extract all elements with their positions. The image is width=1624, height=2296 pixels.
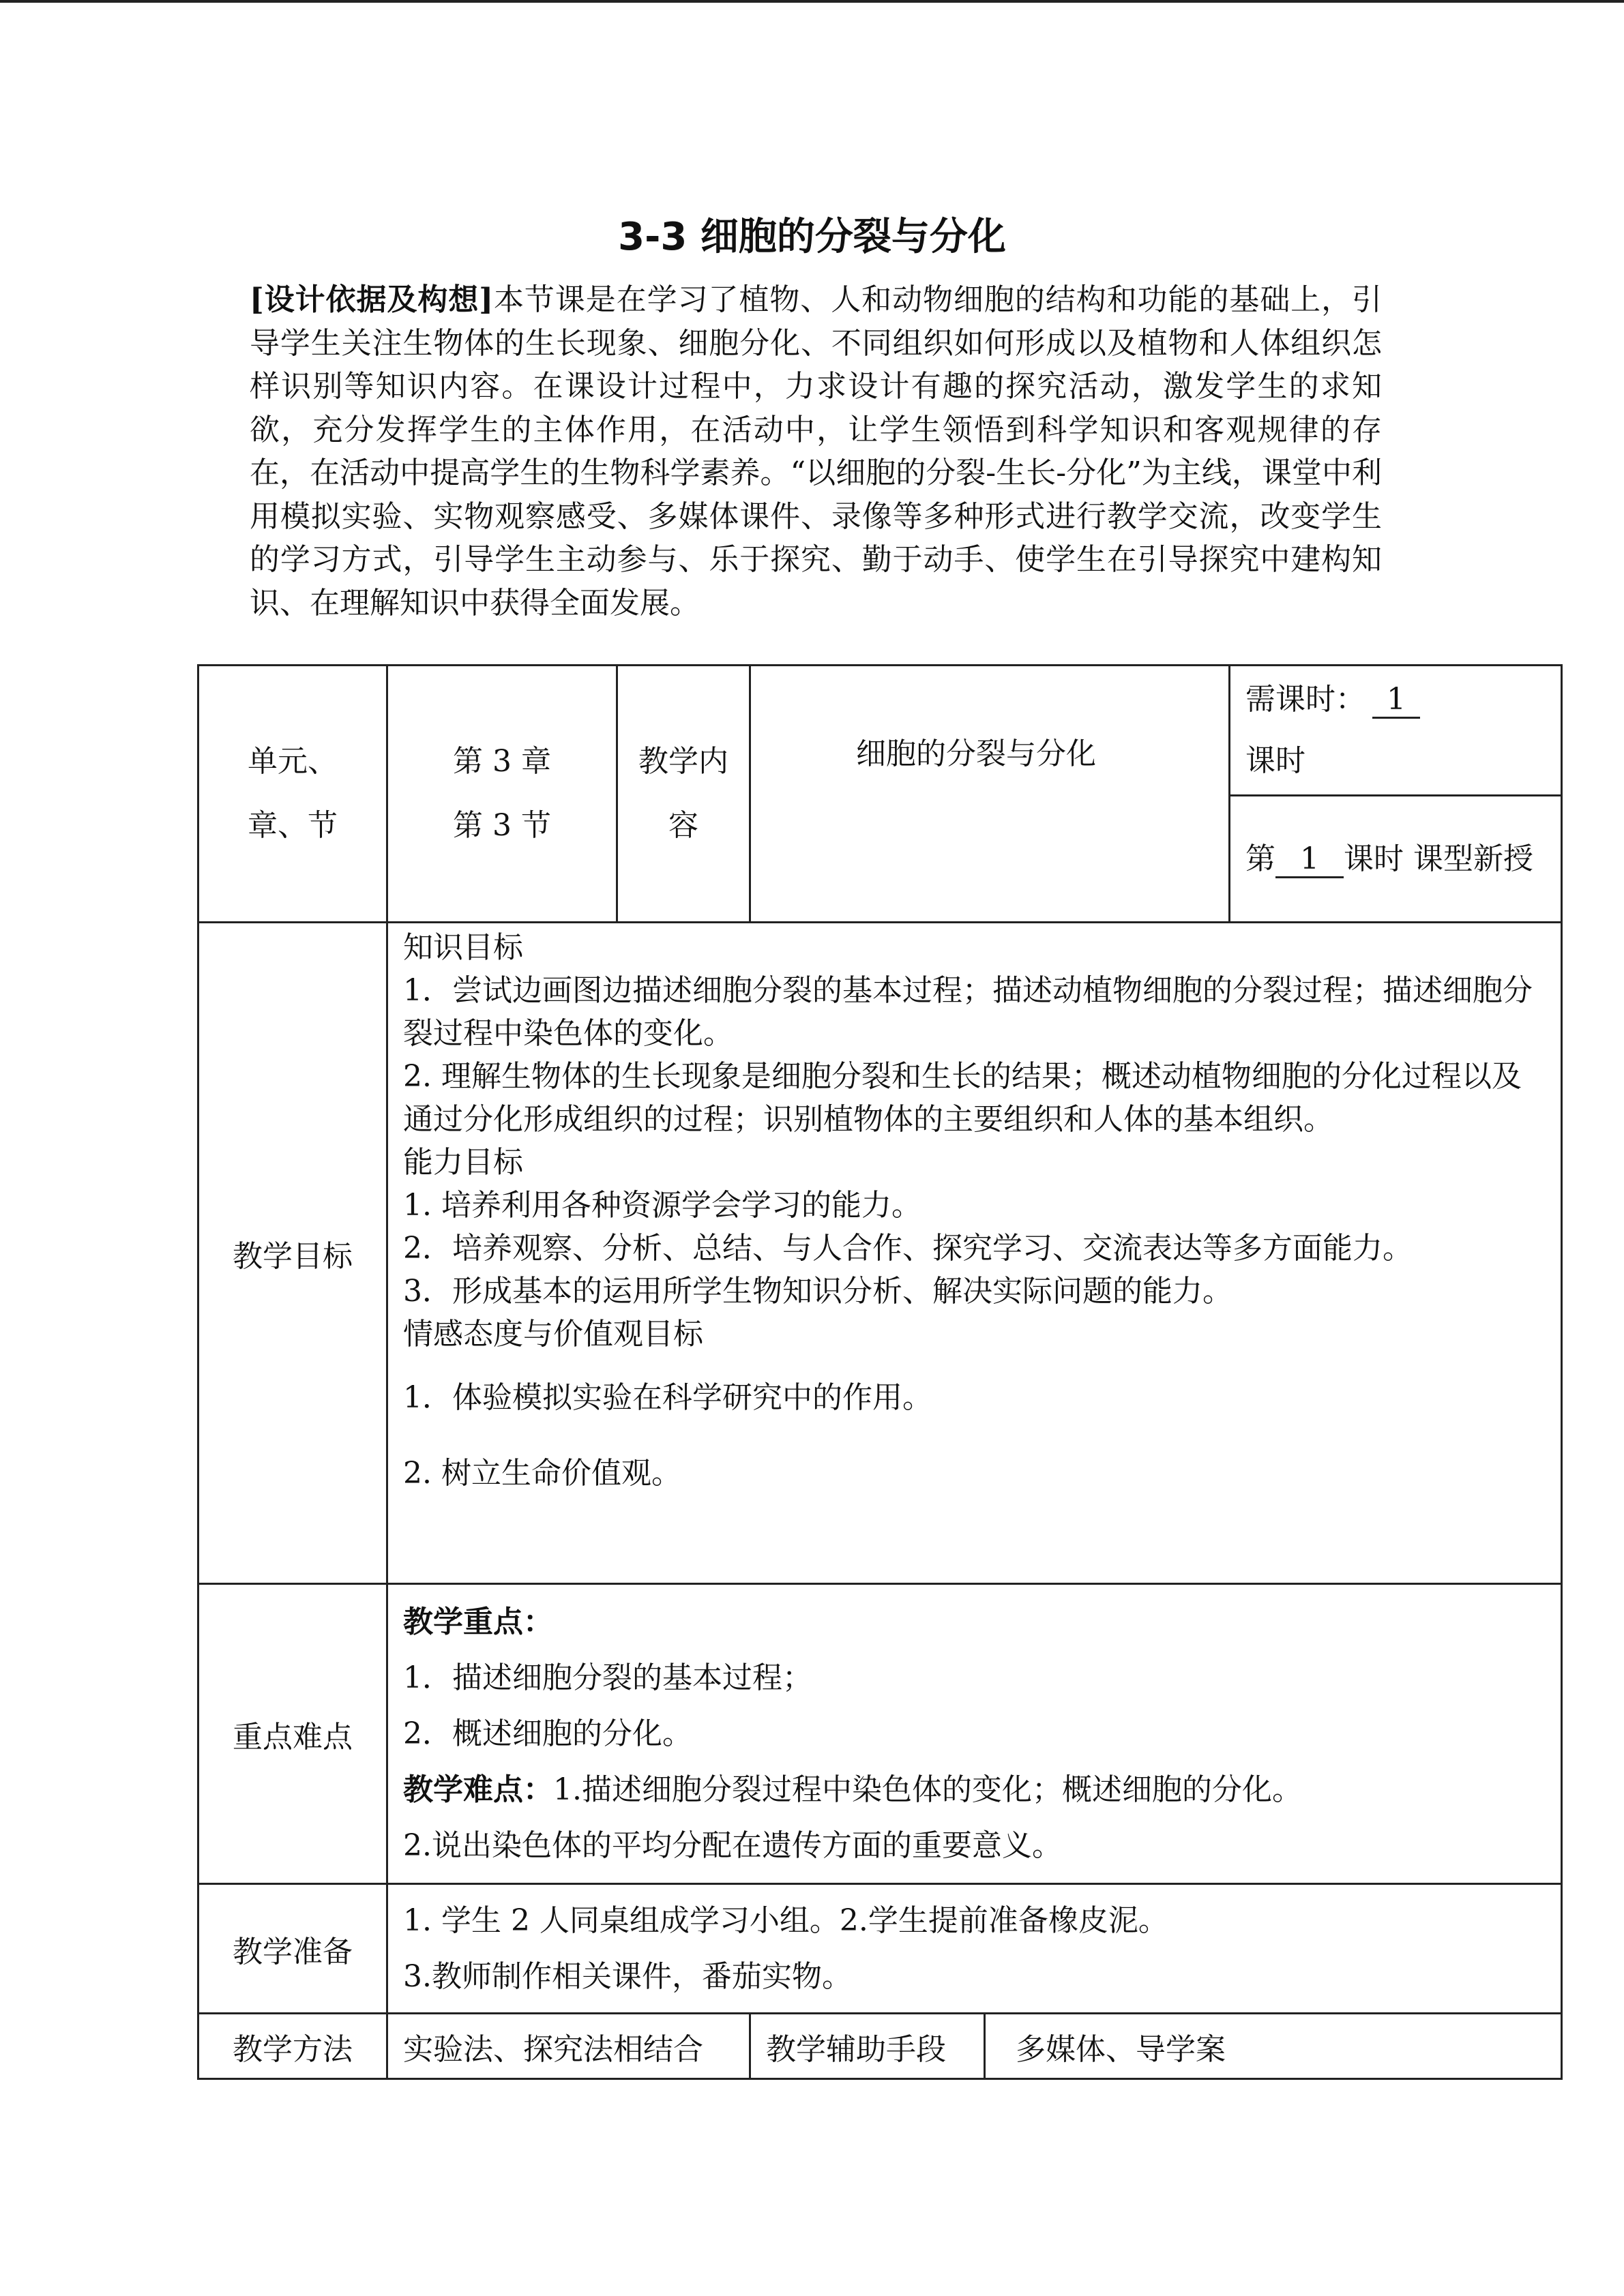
objectives-content bbox=[387, 923, 1562, 1584]
table-row bbox=[198, 666, 1562, 796]
key-points-label: 重点难点 bbox=[198, 1584, 387, 1884]
content-value-cell bbox=[750, 666, 1230, 923]
key-points-content bbox=[387, 1584, 1562, 1884]
preparation-content bbox=[387, 1884, 1562, 2014]
ability-title: 能力目标 bbox=[403, 1145, 523, 1180]
teaching-aid-value: 多媒体、导学案 bbox=[985, 2014, 1562, 2079]
content-label-line-2: 容 bbox=[668, 808, 698, 843]
top-border-line bbox=[0, 0, 1624, 3]
lesson-plan-table bbox=[197, 664, 1563, 2080]
table-row bbox=[198, 2014, 1562, 2079]
chapter-cell bbox=[387, 666, 617, 923]
difficulty-title: 教学难点： bbox=[403, 1772, 553, 1807]
unit-label-line-2: 章、节 bbox=[248, 808, 338, 843]
content-value: 细胞的分裂与分化 bbox=[856, 736, 1097, 771]
chapter-value: 第 3 章 bbox=[453, 744, 551, 779]
preparation-label: 教学准备 bbox=[198, 1884, 387, 2014]
lesson-suffix: 课时 课型新授 bbox=[1344, 841, 1534, 876]
hours-unit: 课时 bbox=[1245, 743, 1306, 778]
preparation-item: 3.教师制作相关课件，番茄实物。 bbox=[403, 1958, 852, 1994]
unit-label-line-1: 单元、 bbox=[248, 744, 338, 779]
ability-item: 2．培养观察、分析、总结、与人合作、探究学习、交流表达等多方面能力。 bbox=[403, 1231, 1413, 1266]
section-value: 第 3 节 bbox=[453, 808, 551, 843]
lesson-value: 1 bbox=[1275, 842, 1344, 878]
focus-item: 1．描述细胞分裂的基本过程； bbox=[403, 1660, 812, 1695]
emotion-title: 情感态度与价值观目标 bbox=[403, 1317, 703, 1352]
focus-title: 教学重点： bbox=[403, 1604, 553, 1639]
table-row bbox=[198, 923, 1562, 1584]
lesson-prefix: 第 bbox=[1245, 841, 1276, 876]
knowledge-item: 1．尝试边画图边描述细胞分裂的基本过程；描述动植物细胞的分裂过程；描述细胞分裂过程中染色体的变化。 bbox=[403, 973, 1533, 1051]
difficulty-item: 1.描述细胞分裂过程中染色体的变化；概述细胞的分化。 bbox=[553, 1772, 1302, 1807]
focus-item: 2．概述细胞的分化。 bbox=[403, 1716, 692, 1751]
hours-cell bbox=[1230, 666, 1562, 796]
content-label-line-1: 教学内 bbox=[638, 744, 728, 779]
table-row bbox=[198, 1884, 1562, 2014]
intro-lead-label: [设计依据及构想] bbox=[250, 282, 494, 317]
emotion-item: 1．体验模拟实验在科学研究中的作用。 bbox=[403, 1380, 932, 1415]
content-label-cell bbox=[617, 666, 750, 923]
emotion-item: 2. 树立生命价值观。 bbox=[403, 1456, 681, 1491]
teaching-aid-label: 教学辅助手段 bbox=[750, 2014, 985, 2079]
intro-body-text: 本节课是在学习了植物、人和动物细胞的结构和功能的基础上，引导学生关注生物体的生长现象、细胞分化、不同组织如何形成以及植物和人体组织怎样识别等知识内容。在课设计过程中，力求设计有趣的探究活动，激发学生的求知欲，充分发挥学生的主体作用，在活动中，让学生领悟到科学知识和客观规律的存在，在活动中提高学生的生物科学素养。“以细胞的分裂-生长-分化”为主线，课堂中利用模拟实验、实物观察感受、多媒体课件、录像等多种形式进行教学交流，改变学生的学习方式，引导学生主动参与、乐于探究、勤于动手、使学生在引导探究中建构知识、在理解知识中获得全面发展。 bbox=[250, 282, 1383, 621]
unit-label-cell bbox=[198, 666, 387, 923]
page-title: 3-3 细胞的分裂与分化 bbox=[618, 215, 1006, 259]
difficulty-item: 2.说出染色体的平均分配在遗传方面的重要意义。 bbox=[403, 1828, 1062, 1863]
methods-label: 教学方法 bbox=[198, 2014, 387, 2079]
table-row bbox=[198, 1584, 1562, 1884]
hours-value: 1 bbox=[1372, 683, 1420, 719]
ability-item: 1. 培养利用各种资源学会学习的能力。 bbox=[403, 1188, 921, 1223]
objectives-label: 教学目标 bbox=[198, 923, 387, 1584]
knowledge-item: 2. 理解生物体的生长现象是细胞分裂和生长的结果；概述动植物细胞的分化过程以及通过分化形成组织的过程；识别植物体的主要组织和人体的基本组织。 bbox=[403, 1059, 1522, 1137]
methods-value: 实验法、探究法相结合 bbox=[387, 2014, 750, 2079]
ability-item: 3．形成基本的运用所学生物知识分析、解决实际问题的能力。 bbox=[403, 1274, 1232, 1309]
knowledge-title: 知识目标 bbox=[403, 930, 523, 965]
preparation-item: 1. 学生 2 人同桌组成学习小组。2.学生提前准备橡皮泥。 bbox=[403, 1903, 1168, 1938]
design-intro-paragraph bbox=[250, 278, 1382, 625]
lesson-type-cell bbox=[1230, 796, 1562, 923]
hours-label: 需课时： bbox=[1245, 682, 1366, 717]
